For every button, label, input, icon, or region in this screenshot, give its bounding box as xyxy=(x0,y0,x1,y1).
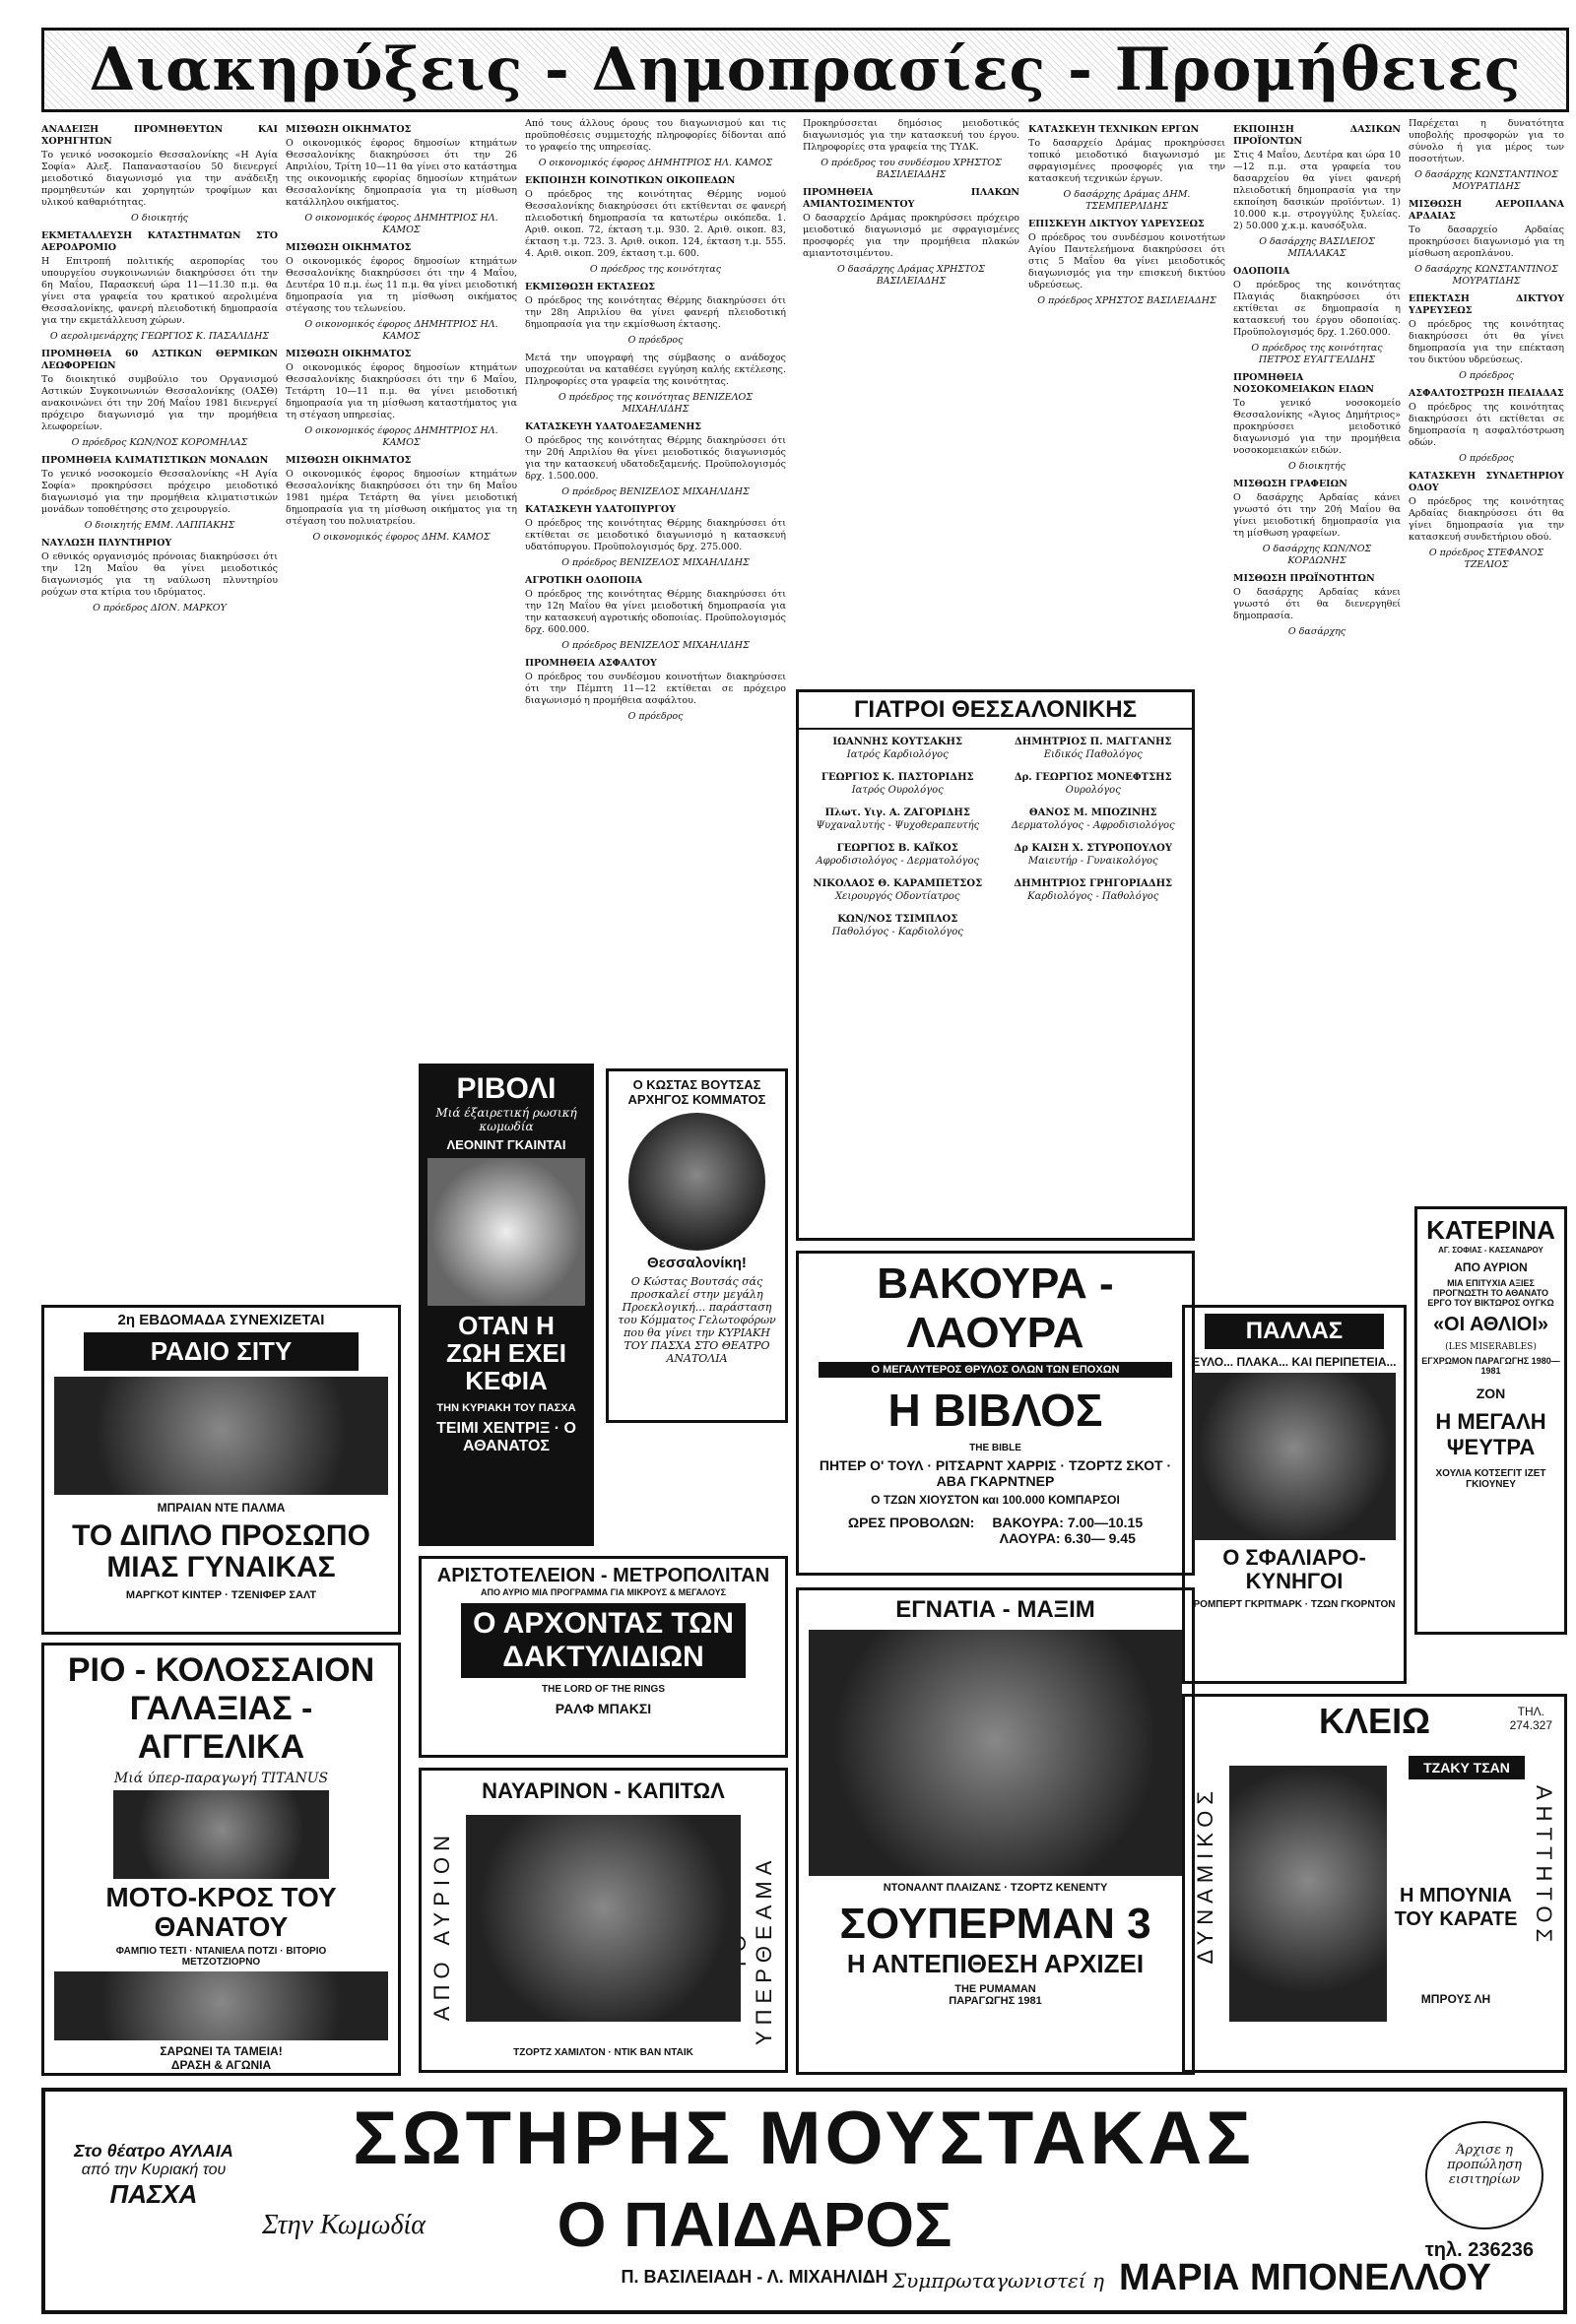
notice-heading: ΠΡΟΜΗΘΕΙΑ 60 ΑΣΤΙΚΩΝ ΘΕΡΜΙΚΩΝ ΛΕΩΦΟΡΕΙΩΝ xyxy=(41,349,278,371)
ad-katerina-sec2: Η ΜΕΓΑΛΗ ΨΕΥΤΡΑ xyxy=(1435,1409,1546,1459)
notice-heading: ΕΚΜΙΣΘΩΣΗ ΕΚΤΑΣΕΩΣ xyxy=(525,282,655,292)
notice-body: Ο εθνικός οργανισμός πρόνοιας διακηρύσσει ότι την 12η Μαΐου θα γίνει μειοδοτικός διαγωνισμός για τη ναύλωση πλυντηρίου ρούχων στα κτίρια του ιδρύματος. xyxy=(41,551,278,598)
column-7 xyxy=(1233,118,1401,1251)
notice-body: Ο οικονομικός έφορος δημοσίων κτημάτων Θεσσαλονίκης διακηρύσσει ότι την 6 Μαΐου, Τετάρτη 10—11 π.μ. θα γίνει μειοδοτική δημοπρασία για τη μίσθωση καταστήματος για τη στέγαση υπηρεσίας. xyxy=(286,362,517,420)
notice-signature: Ο διοικητής xyxy=(131,213,188,224)
ad-moustakas-name: ΣΩΤΗΡΗΣ ΜΟΥΣΤΑΚΑΣ xyxy=(353,2097,1255,2180)
ad-vakoura-h1 xyxy=(992,1515,1143,1546)
notice-signature: Ο αερολιμενάρχης ΓΕΩΡΓΙΟΣ Κ. ΠΑΣΑΛΙΔΗΣ xyxy=(49,331,270,342)
notice-signature: Ο διοικητής xyxy=(1288,461,1346,472)
ad-pallas-cinema: ΠΑΛΛΑΣ xyxy=(1205,1314,1384,1349)
notice-heading: ΠΡΟΜΗΘΕΙΑ ΚΛΙΜΑΤΙΣΤΙΚΩΝ ΜΟΝΑΔΩΝ xyxy=(41,455,269,466)
ad-aristo-eng: THE LORD OF THE RINGS xyxy=(542,1684,665,1695)
notice-body: Το γενικό νοσοκομείο Θεσσαλονίκης «Η Αγία Σοφία» Αλεξ. Παπαναστασίου 50 διενεργεί μειοδοτικό διαγωνισμό για την ανάδειξη προμηθευτών και χορηγητών τροφίμων και υλικού καθαριότητας. xyxy=(41,150,278,208)
notice-heading: ΕΚΠΟΙΗΣΗ ΚΟΙΝΟΤΙΚΩΝ ΟΙΚΟΠΕΔΩΝ xyxy=(525,175,736,186)
ad-radio-title: ΤΟ ΔΙΠΛΟ ΠΡΟΣΩΠΟ ΜΙΑΣ ΓΥΝΑΙΚΑΣ xyxy=(72,1519,370,1583)
ad-egnatia-cinema: ΕΓΝΑΤΙΑ - ΜΑΞΙΜ xyxy=(895,1596,1095,1623)
notice-heading: ΟΔΟΠΟΙΙΑ xyxy=(1233,266,1290,277)
ad-rivoli xyxy=(419,1064,594,1546)
ad-pallas-cast: ΡΟΜΠΕΡΤ ΓΚΡΙΤΜΑΡΚ · ΤΖΩΝ ΓΚΟΡΝΤΟΝ xyxy=(1193,1599,1396,1610)
notice-body: Ο πρόεδρος της κοινότητας Θέρμης διακηρύσσει ότι την 20ή Απριλίου θα γίνει μειοδοτικός διαγωνισμός για την κατασκευή υδατοδεξαμενής. Προϋπολογισμός δρχ. 1.500.000. xyxy=(525,435,786,482)
ad-kleio-star: ΤΖΑΚΥ ΤΣΑΝ xyxy=(1409,1756,1525,1779)
ad-aristo-sub: ΑΠΟ ΑΥΡΙΟ ΜΙΑ ΠΡΟΓΡΑΜΜΑ ΓΙΑ ΜΙΚΡΟΥΣ & ΜΕΓΑΛΟΥΣ xyxy=(480,1587,726,1597)
ad-pallas xyxy=(1182,1305,1407,1684)
notice-body: Ο πρόεδρος της κοινότητας Πλαγιάς διακηρύσσει ότι εκτίθεται σε δημοπρασία η κατασκευή του έργου οδοποιίας. Προϋπολογισμός δρχ. 1.260.000. xyxy=(1233,280,1401,338)
column-6-display xyxy=(1028,118,1225,670)
ad-vakoura-sub: Ο ΜΕΓΑΛΥΤΕΡΟΣ ΘΡΥΛΟΣ ΟΛΩΝ ΤΩΝ ΕΠΟΧΩΝ xyxy=(819,1362,1172,1378)
notice-body: Ο δασάρχης Αρδαίας κάνει γνωστό ότι την 20ή Μαΐου θα γίνει μειοδοτική δημοπρασία για τη μίσθωση γραφείων. xyxy=(1233,492,1401,539)
ad-moustakas-presale: Άρχισε η προπώληση εισιτηρίων xyxy=(1425,2121,1543,2229)
ad-aristo-cinema: ΑΡΙΣΤΟΤΕΛΕΙΟΝ - ΜΕΤΡΟΠΟΛΙΤΑΝ xyxy=(436,1565,770,1586)
doctor-name: ΔΗΜΗΤΡΙΟΣ ΓΡΗΓΟΡΙΑΔΗΣ xyxy=(1014,878,1173,889)
notice-heading: ΑΓΡΟΤΙΚΗ ΟΔΟΠΟΙΙΑ xyxy=(525,575,643,586)
ad-katerina-eng: (LES MISERABLES) xyxy=(1445,1342,1537,1352)
ad-kleio-right: ΑΗΤΤΗΤΟΣ xyxy=(1532,1785,1556,1949)
ad-aristo-credit: ΡΑΛΦ ΜΠΑΚΣΙ xyxy=(555,1701,652,1716)
ad-kleio-photo xyxy=(1229,1766,1387,2022)
ad-vakoura-cast: ΠΗΤΕΡ Ο' ΤΟΥΛ · ΡΙΤΣΑΡΝΤ ΧΑΡΡΙΣ · ΤΖΟΡΤΖ ΣΚΟΤ · ΑΒΑ ΓΚΑΡΝΤΝΕΡ xyxy=(819,1457,1172,1489)
ad-egnatia-photo xyxy=(809,1630,1182,1876)
notice-heading: ΚΑΤΑΣΚΕΥΗ ΥΔΑΤΟΠΥΡΓΟΥ xyxy=(525,504,676,515)
doctor-name: ΘΑΝΟΣ Μ. ΜΠΟΖΙΝΗΣ xyxy=(1028,807,1157,818)
ad-rivoli-actor: ΛΕΟΝΙΝΤ ΓΚΑΙΝΤΑΙ xyxy=(446,1137,566,1152)
doctor-entry xyxy=(805,877,991,903)
ad-katerina-cinema: ΚΑΤΕΡΙΝΑ xyxy=(1426,1215,1555,1245)
notice-heading: ΠΡΟΜΗΘΕΙΑ ΝΟΣΟΚΟΜΕΙΑΚΩΝ ΕΙΔΩΝ xyxy=(1233,372,1374,395)
doctor-name: Δρ. ΓΕΩΡΓΙΟΣ ΜΟΝΕΦΤΣΗΣ xyxy=(1014,772,1172,783)
notice-body: Παρέχεται η δυνατότητα υποβολής προσφορών για το σύνολο ή για μέρος των ποσοτήτων. xyxy=(1409,118,1564,164)
ad-kleio-sub: ΜΠΡΟΥΣ ΛΗ xyxy=(1420,1992,1491,2006)
ad-rio-photo xyxy=(113,1790,329,1879)
notice-heading: ΜΙΣΘΩΣΗ ΠΡΩΪΝΟΤΗΤΩΝ xyxy=(1233,573,1375,584)
ad-kleio-tel-number: 274.327 xyxy=(1509,1718,1552,1732)
ad-kleio-tel xyxy=(1510,1705,1552,1732)
notice-heading: ΜΙΣΘΩΣΗ ΟΙΚΗΜΑΤΟΣ xyxy=(286,124,412,135)
notice-body: Ο πρόεδρος της κοινότητας Θέρμης διακηρύσσει ότι την 12η Μαΐου θα γίνει μειοδοτική δημοπρασία για την κατασκευή αγροτικής οδοποιίας. Προϋπολογισμός δρχ. 600.000. xyxy=(525,589,786,635)
notice-body: Ο πρόεδρος της κοινότητας διακηρύσσει ότι θα γίνει δημοπρασία για την επέκταση του δικτύου υδρεύσεως. xyxy=(1409,319,1564,365)
notice-signature: Ο οικονομικός έφορος ΔΗΜΗΤΡΙΟΣ ΗΛ. ΚΑΜΟΣ xyxy=(304,319,498,342)
notice-heading: ΚΑΤΑΣΚΕΥΗ ΤΕΧΝΙΚΩΝ ΕΡΓΩΝ xyxy=(1028,124,1200,135)
doctor-entry xyxy=(1001,842,1187,868)
ad-nav-left: ΑΠΟ ΑΥΡΙΟΝ xyxy=(429,1830,454,2022)
ad-voutsas-photo xyxy=(628,1113,765,1251)
column-8 xyxy=(1409,118,1564,1182)
notice-heading: ΑΝΑΔΕΙΞΗ ΠΡΟΜΗΘΕΥΤΩΝ ΚΑΙ ΧΟΡΗΓΗΤΩΝ xyxy=(41,124,278,147)
ad-pallas-title: Ο ΣΦΑΛΙΑΡΟ-ΚΥΝΗΓΟΙ xyxy=(1222,1545,1366,1593)
notice-signature: Ο πρόεδρος ΚΩΝ/ΝΟΣ ΚΟΡΟΜΗΛΑΣ xyxy=(71,437,248,448)
doctor-entry xyxy=(1001,877,1187,903)
ad-moustakas-co: ΜΑΡΙΑ ΜΠΟΝΕΛΛΟΥ xyxy=(1119,2257,1491,2298)
notice-body: Το γενικό νοσοκομείο Θεσσαλονίκης «Η Αγία Σοφία» προκηρύσσει πρόχειρο μειοδοτικό διαγωνισμό για την προμήθεια κλιματιστικών μονάδων τοποθέτησης στο χειρουργείο. xyxy=(41,469,278,515)
ad-vakoura xyxy=(796,1251,1195,1576)
notice-signature: Ο πρόεδρος ΒΕΝΙΖΕΛΟΣ ΜΙΧΑΗΛΙΔΗΣ xyxy=(561,486,750,497)
ad-moustakas-with: Συμπρωταγωνιστεί η xyxy=(892,2269,1104,2292)
notice-heading: ΜΙΣΘΩΣΗ ΟΙΚΗΜΑΤΟΣ xyxy=(286,242,412,253)
ad-rio-foot: ΣΑΡΩΝΕΙ ΤΑ ΤΑΜΕΙΑ! xyxy=(160,2044,283,2058)
ad-kleio-tel-label: ΤΗΛ. xyxy=(1517,1705,1544,1718)
ad-radio-tag: ΜΠΡΑΙΑΝ ΝΤΕ ΠΑΛΜΑ xyxy=(157,1501,286,1515)
ad-vakoura-cinema: ΒΑΚΟΥΡΑ - ΛΑΟΥΡΑ xyxy=(877,1259,1114,1357)
ad-radio-top: 2η ΕΒΔΟΜΑΔΑ ΣΥΝΕΧΙΖΕΤΑΙ xyxy=(117,1312,325,1328)
ad-pallas-photo xyxy=(1193,1373,1396,1540)
ad-rivoli-extra: ΤΗΝ ΚΥΡΙΑΚΗ ΤΟΥ ΠΑΣΧΑ xyxy=(436,1402,576,1414)
ad-vakoura-h2-text: ΛΑΟΥΡΑ: 6.30— 9.45 xyxy=(999,1530,1136,1546)
ad-egnatia-foot: ΠΑΡΑΓΩΓΗΣ 1981 xyxy=(949,1995,1042,2007)
notice-signature: Ο διοικητής ΕΜΜ. ΛΑΠΠΑΚΗΣ xyxy=(84,520,235,531)
ad-aristoteleion xyxy=(419,1556,788,1758)
ad-aristo-title: Ο ΑΡΧΟΝΤΑΣ ΤΩΝ ΔΑΚΤΥΛΙΔΙΩΝ xyxy=(461,1603,746,1678)
doctors-header: ΓΙΑΤΡΟΙ ΘΕΣΣΑΛΟΝΙΚΗΣ xyxy=(799,692,1192,730)
notice-body: Προκηρύσσεται δημόσιος μειοδοτικός διαγωνισμός για την κατασκευή του έργου. Πληροφορίες στα γραφεία της ΤΥΔΚ. xyxy=(803,118,1019,153)
ad-nav-photo xyxy=(466,1815,741,2022)
ad-nav-credit: ΤΖΟΡΤΖ ΧΑΜΙΛΤΟΝ · ΝΤΙΚ ΒΑΝ ΝΤΑΙΚ xyxy=(513,2047,693,2058)
notice-heading: ΕΠΙΣΚΕΥΗ ΔΙΚΤΥΟΥ ΥΔΡΕΥΣΕΩΣ xyxy=(1028,219,1205,229)
ad-radio-photo xyxy=(54,1377,388,1495)
ad-katerina-title: «ΟΙ ΑΘΛΙΟΙ» xyxy=(1432,1314,1549,1335)
ad-rivoli-photo xyxy=(427,1158,585,1306)
ad-moustakas-tel: τηλ. 236236 xyxy=(1424,2239,1534,2261)
notice-signature: Ο δασάρχης ΚΩΝ/ΝΟΣ ΚΟΡΔΩΝΗΣ xyxy=(1262,544,1372,566)
ad-rivoli-sub: Μιά έξαιρετική ρωσική κωμωδία xyxy=(435,1106,577,1133)
ad-kleio-left: ΔΥΝΑΜΙΚΟΣ xyxy=(1193,1785,1217,1965)
doctor-entry xyxy=(805,842,991,868)
doctor-specialty: Ουρολόγος xyxy=(1065,785,1121,796)
column-5-display xyxy=(803,118,1019,768)
notice-signature: Ο δασάρχης ΒΑΣΙΛΕΙΟΣ ΜΠΑΛΑΚΑΣ xyxy=(1259,236,1375,259)
notice-heading: ΜΙΣΘΩΣΗ ΟΙΚΗΜΑΤΟΣ xyxy=(286,349,412,359)
notice-heading: ΜΙΣΘΩΣΗ ΓΡΑΦΕΙΩΝ xyxy=(1233,479,1347,489)
ad-rio-cast: ΦΑΜΠΙΟ ΤΕΣΤΙ · ΝΤΑΝΙΕΛΑ ΠΟΤΖΙ · ΒΙΤΟΡΙΟ ΜΕΤΖΟΤΖΙΟΡΝΟ xyxy=(115,1946,327,1968)
notice-body: Το δασαρχείο Αρδαίας προκηρύσσει διαγωνισμό για τη μίσθωση αεροπλάνου. xyxy=(1409,225,1564,259)
ad-kleio-cinema: ΚΛΕΙΩ xyxy=(1319,1701,1430,1741)
doctor-entry xyxy=(805,771,991,797)
ad-rivoli-extra2: ΤΕΙΜΙ ΧΕΝΤΡΙΞ · Ο ΑΘΑΝΑΤΟΣ xyxy=(436,1420,576,1454)
notice-body: Ο πρόεδρος της κοινότητας Θέρμης διακηρύσσει ότι εκτίθεται σε μειοδοτικό διαγωνισμό η κατασκευή υδατόπυργου. Προϋπολογισμός δρχ. 275.000. xyxy=(525,518,786,552)
doctor-name: ΝΙΚΟΛΑΟΣ Θ. ΚΑΡΑΜΠΕΤΣΟΣ xyxy=(813,878,983,889)
notice-body: Από τους άλλους όρους του διαγωνισμού και τις προϋποθέσεις συμμετοχής πληροφορίες δίδονται από το γραφείο της υπηρεσίας. xyxy=(525,118,786,153)
ad-kleio-title: Η ΜΠΟΥΝΙΑ ΤΟΥ ΚΑΡΑΤΕ xyxy=(1394,1885,1518,1930)
ad-moustakas xyxy=(41,2088,1567,2314)
ad-nav-cinema: ΝΑΥΑΡΙΝΟΝ - ΚΑΠΙΤΩΛ xyxy=(482,1778,725,1803)
doctor-entry xyxy=(1001,807,1187,832)
ad-radio-cinema: ΡΑΔΙΟ ΣΙΤΥ xyxy=(84,1332,359,1371)
notice-signature: Ο πρόεδρος xyxy=(627,335,684,346)
notice-heading: ΚΑΤΑΣΚΕΥΗ ΣΥΝΔΕΤΗΡΙΟΥ ΟΔΟΥ xyxy=(1409,471,1564,493)
doctor-entry xyxy=(805,807,991,832)
doctor-name: ΚΩΝ/ΝΟΣ ΤΣΙΜΠΛΟΣ xyxy=(837,914,958,925)
ad-moustakas-left3: ΠΑΣΧΑ xyxy=(109,2179,198,2209)
doctor-specialty: Δερματολόγος - Αφροδισιολόγος xyxy=(1011,820,1175,831)
ad-radio-cast: ΜΑΡΓΚΟΤ ΚΙΝΤΕΡ · ΤΖΕΝΙΦΕΡ ΣΑΛΤ xyxy=(125,1589,317,1601)
ad-pallas-tag: ΞΥΛΟ... ΠΛΑΚΑ... ΚΑΙ ΠΕΡΙΠΕΤΕΙΑ... xyxy=(1192,1355,1397,1369)
notice-body: Ο πρόεδρος της κοινότητας Θέρμης διακηρύσσει ότι την 28η Απριλίου θα γίνει φανερή πλειοδοτική δημοπρασία για την εκμίσθωση έκτασης. xyxy=(525,295,786,330)
notice-heading: ΠΡΟΜΗΘΕΙΑ ΑΣΦΑΛΤΟΥ xyxy=(525,658,657,669)
ad-rio-line2: ΓΑΛΑΞΙΑΣ - ΑΓΓΕΛΙΚΑ xyxy=(129,1690,313,1766)
doctor-specialty: Καρδιολόγος - Παθολόγος xyxy=(1027,891,1159,902)
ad-moustakas-left xyxy=(65,2141,242,2210)
column-1 xyxy=(41,118,278,1295)
notice-body: Ο πρόεδρος της κοινότητας Θέρμης νομού Θεσσαλονίκης διακηρύσσει ότι εκτίθενται σε φανερή πλειοδοτική δημοπρασία τα κατωτέρω οικόπεδα. 1. Αριθ. οικοπ. 72, έκταση τ.μ. 930. 2. Αριθ. οικοπ. 83, έκταση τ.μ. 723. 3. Αριθ. οικοπ. 124, έκταση τ.μ. 555. 4. Αριθ. οικοπ. 209, έκταση τ.μ. 600. xyxy=(525,189,786,259)
doctor-specialty: Χειρουργός Οδοντίατρος xyxy=(834,891,960,902)
notice-body: Ο πρόεδρος της κοινότητας Αρδαίας διακηρύσσει ότι θα γίνει δημοπρασία για την κατασκευή συνδετήριου οδού. xyxy=(1409,496,1564,543)
notice-signature: Ο οικονομικός έφορος ΔΗΜΗΤΡΙΟΣ ΗΛ. ΚΑΜΟΣ xyxy=(538,158,773,168)
notice-heading: ΑΣΦΑΛΤΟΣΤΡΩΣΗ ΠΕΔΙΑΔΑΣ xyxy=(1409,388,1564,399)
ad-vakoura-extra: Ο ΤΖΩΝ ΧΙΟΥΣΤΟΝ και 100.000 ΚΟΜΠΑΡΣΟΙ xyxy=(871,1493,1120,1507)
notice-heading: ΜΙΣΘΩΣΗ ΑΕΡΟΠΛΑΝΑ ΑΡΔΑΙΑΣ xyxy=(1409,199,1564,222)
ad-vakoura-hours-label: ΩΡΕΣ ΠΡΟΒΟΛΩΝ: xyxy=(847,1515,975,1530)
notice-body: Ο πρόεδρος του συνδέσμου κοινοτήτων διακηρύσσει ότι την Πέμπτη 11—12 εκτίθεται σε πρόχειρο διαγωνισμό η προμήθεια ασφάλτου. xyxy=(525,672,786,706)
notice-heading: ΝΑΥΛΩΣΗ ΠΛΥΝΤΗΡΙΟΥ xyxy=(41,538,172,549)
ad-moustakas-left2: από την Κυριακή του xyxy=(81,2162,227,2178)
ad-voutsas-greet: Θεσσαλονίκη! xyxy=(647,1255,747,1271)
ad-egnatia xyxy=(796,1587,1195,2075)
ad-egnatia-actors: ΝΤΟΝΑΛΝΤ ΠΛΑΙΖΑΝΣ · ΤΖΟΡΤΖ ΚΕΝΕΝΤΥ xyxy=(883,1882,1108,1894)
notice-signature: Ο δασάρχης Δράμας ΧΡΗΣΤΟΣ ΒΑΣΙΛΕΙΑΔΗΣ xyxy=(836,264,985,287)
notice-heading: ΕΚΜΕΤΑΛΛΕΥΣΗ ΚΑΤΑΣΤΗΜΑΤΩΝ ΣΤΟ ΑΕΡΟΔΡΟΜΙΟ xyxy=(41,230,278,253)
ad-egnatia-title: ΣΟΥΠΕΡΜΑΝ 3 xyxy=(839,1900,1151,1948)
doctor-entry xyxy=(805,913,991,938)
column-3b xyxy=(525,118,786,1054)
doctor-entry xyxy=(1001,736,1187,761)
ad-katerina-prod: ΕΓΧΡΩΜΟΝ ΠΑΡΑΓΩΓΗΣ 1980—1981 xyxy=(1421,1356,1560,1376)
masthead-title: Διακηρύξεις - Δημοπρασίες - Προμήθειες xyxy=(89,35,1522,104)
doctor-entry xyxy=(805,736,991,761)
ad-navarinon xyxy=(419,1768,788,2073)
notice-signature: Ο πρόεδρος xyxy=(627,711,684,722)
ad-voutsas xyxy=(606,1068,788,1423)
ad-rio-kolossaion xyxy=(41,1643,401,2076)
doctor-specialty: Μαιευτήρ - Γυναικολόγος xyxy=(1027,856,1158,867)
notice-body: Ο πρόεδρος του συνδέσμου κοινοτήτων Αγίου Παντελεήμονα διακηρύσσει ότι στις 5 Μαΐου θα γίνει μειοδοτικός διαγωνισμός για την επισκευή δικτύου υδρεύσεως. xyxy=(1028,232,1225,290)
ad-nav-right: ΥΠΕΡΘΕΑΜΑ xyxy=(752,1854,776,2045)
ad-vakoura-hours xyxy=(799,1515,1192,1546)
doctor-specialty: Αφροδισιολόγος - Δερματολόγος xyxy=(816,856,980,867)
notice-heading: ΕΚΠΟΙΗΣΗ ΔΑΣΙΚΩΝ ΠΡΟΪΟΝΤΩΝ xyxy=(1233,124,1401,147)
notice-signature: Ο δασάρχης ΚΩΝΣΤΑΝΤΙΝΟΣ ΜΟΥΡΑΤΙΔΗΣ xyxy=(1414,169,1558,192)
notice-body: Ο πρόεδρος της κοινότητας διακηρύσσει ότι εκτίθεται σε δημοπρασία η ασφαλτόστρωση οδών. xyxy=(1409,402,1564,448)
notice-signature: Ο πρόεδρος της κοινότητας xyxy=(589,264,722,275)
ad-kleio xyxy=(1182,1694,1567,2073)
doctors-directory xyxy=(796,689,1195,1241)
ad-rio-photo2 xyxy=(54,1971,388,2040)
notice-body: Ο οικονομικός έφορος δημοσίων κτημάτων Θεσσαλονίκης διακηρύσσει ότι την 4 Μαΐου, Δευτέρα 10 π.μ. έως 11 π.μ. θα γίνει μειοδοτική δημοπρασία για τη μίσθωση οικήματος στέγασης του τελωνείου. xyxy=(286,256,517,314)
notice-heading: ΠΡΟΜΗΘΕΙΑ ΠΛΑΚΩΝ ΑΜΙΑΝΤΟΣΙΜΕΝΤΟΥ xyxy=(803,187,1019,210)
notice-body: Το διοικητικό συμβούλιο του Οργανισμού Αστικών Συγκοινωνιών Θεσσαλονίκης (ΟΑΣΘ) ανακοινώνει ότι την 20ή Μαΐου 1981 διενεργεί πρόχειρο διαγωνισμό για την προμήθεια λεωφορείων. xyxy=(41,374,278,432)
ad-katerina-line1: ΜΙΑ ΕΠΙΤΥΧΙΑ ΑΞΙΕΣ ΠΡΟΓΝΩΣΤΗ ΤΟ ΑΘΑΝΑΤΟ ΕΡΓΟ ΤΟΥ ΒΙΚΤΩΡΟΣ ΟΥΓΚΩ xyxy=(1427,1278,1554,1308)
ad-katerina-sec: ΖΟΝ xyxy=(1476,1386,1506,1401)
notice-signature: Ο πρόεδρος ΒΕΝΙΖΕΛΟΣ ΜΙΧΑΗΛΙΔΗΣ xyxy=(561,640,750,651)
ad-moustakas-genre: Στην Κωμωδία xyxy=(262,2210,426,2240)
notice-body: Το δασαρχείο Δράμας προκηρύσσει τοπικό μειοδοτικό διαγωνισμό με σφραγισμένες προσφορές για την κατασκευή τεχνικών έργων. xyxy=(1028,138,1225,184)
ad-egnatia-eng: THE PUMAMAN xyxy=(954,1983,1036,1995)
ad-moustakas-left1: Στο θέατρο ΑΥΛΑΙΑ xyxy=(74,2141,233,2161)
ad-rio-line1: ΡΙΟ - ΚΟΛΟΣΣΑΙΟΝ xyxy=(67,1651,375,1689)
ad-rio-foot2: ΔΡΑΣΗ & ΑΓΩΝΙΑ xyxy=(170,2058,272,2072)
notice-body: Ο δασαρχείο Δράμας προκηρύσσει πρόχειρο μειοδοτικό διαγωνισμό με σφραγισμένες προσφορές για την προμήθεια πλακών αμιαντοτσιμέντου. xyxy=(803,213,1019,259)
ad-moustakas-authors: Π. ΒΑΣΙΛΕΙΑΔΗ - Λ. ΜΙΧΑΗΛΙΔΗ xyxy=(621,2267,888,2287)
ad-radio-city xyxy=(41,1305,401,1635)
notice-signature: Ο πρόεδρος ΔΙΟΝ. ΜΑΡΚΟΥ xyxy=(93,603,227,613)
ad-vakoura-h1-text: ΒΑΚΟΥΡΑ: 7.00—10.15 xyxy=(992,1515,1144,1530)
ad-katerina-addr: ΑΓ. ΣΟΦΙΑΣ - ΚΑΣΣΑΝΔΡΟΥ xyxy=(1438,1246,1543,1255)
doctors-list xyxy=(799,730,1192,944)
notice-body: Ο οικονομικός έφορος δημοσίων κτημάτων Θεσσαλονίκης διακηρύσσει ότι την 26 Απριλίου, Τρίτη 10—11 θα γίνει στο κατάστημα της οικονομικής εφορίας δημοσίων κτημάτων Θεσσαλονίκης δημοπρασία για τη μίσθωση κατάλληλου οικήματος. xyxy=(286,138,517,208)
ad-egnatia-sub: Η ΑΝΤΕΠΙΘΕΣΗ ΑΡΧΙΖΕΙ xyxy=(846,1949,1145,1978)
notice-signature: Ο πρόεδρος xyxy=(1459,453,1514,464)
ad-rio-sub: Μιά ύπερ-παραγωγή ΤΙΤΑΝUS xyxy=(113,1771,329,1786)
doctor-specialty: Ιατρός Ουρολόγος xyxy=(851,785,944,796)
doctor-entry xyxy=(1001,771,1187,797)
notice-body: Ο δασάρχης Αρδαίας κάνει γνωστό ότι θα διενεργηθεί δημοπρασία. xyxy=(1233,587,1401,621)
notice-signature: Ο δασάρχης Δράμας ΔΗΜ. ΤΣΕΜΠΕΡΛΙΔΗΣ xyxy=(1063,189,1191,212)
ad-vakoura-title: Η ΒΙΒΛΟΣ xyxy=(887,1385,1103,1436)
ad-rivoli-cinema: ΡΙΒΟΛΙ xyxy=(456,1072,557,1105)
doctor-specialty: Ειδικός Παθολόγος xyxy=(1043,749,1143,760)
ad-katerina-from: ΑΠΟ ΑΥΡΙΟΝ xyxy=(1454,1260,1528,1274)
doctor-name: Δρ ΚΑΙΣΗ Χ. ΣΤΥΡΟΠΟΥΛΟΥ xyxy=(1014,843,1173,854)
ad-katerina xyxy=(1414,1206,1567,1635)
notice-signature: Ο οικονομικός έφορος ΔΗΜΗΤΡΙΟΣ ΗΛ. ΚΑΜΟΣ xyxy=(304,425,498,448)
notice-body: Το γενικό νοσοκομείο Θεσσαλονίκης «Άγιος Δημήτριος» προκηρύσσει μειοδοτικό διαγωνισμό για την προμήθεια νοσοκομειακών ειδών. xyxy=(1233,398,1401,456)
notice-signature: Ο δασάρχης ΚΩΝΣΤΑΝΤΙΝΟΣ ΜΟΥΡΑΤΙΔΗΣ xyxy=(1414,264,1558,287)
notice-signature: Ο οικονομικός έφορος ΔΗΜΗΤΡΙΟΣ ΗΛ. ΚΑΜΟΣ xyxy=(304,213,498,235)
notice-heading: ΜΙΣΘΩΣΗ ΟΙΚΗΜΑΤΟΣ xyxy=(286,455,412,466)
ad-rivoli-title: ΟΤΑΝ Η ΖΩΗ ΕΧΕΙ ΚΕΦΙΑ xyxy=(446,1311,566,1395)
doctor-specialty: Παθολόγος - Καρδιολόγος xyxy=(831,927,963,937)
ad-vakoura-eng: THE BIBLE xyxy=(969,1443,1021,1453)
notice-signature: Ο οικονομικός έφορος ΔΗΜ. ΚΑΜΟΣ xyxy=(312,532,491,543)
ad-rio-title: ΜΟΤΟ-ΚΡΟΣ ΤΟΥ ΘΑΝΑΤΟΥ xyxy=(105,1882,337,1942)
ad-katerina-sec3: ΧΟΥΛΙΑ ΚΟΤΣΕΓΙΤ ΙΖΕΤ ΓΚΙΟΥΝΕΥ xyxy=(1435,1468,1546,1490)
ad-moustakas-title: Ο ΠΑΙΔΑΡΟΣ xyxy=(557,2189,952,2260)
notice-body: Η Επιτροπή πολιτικής αεροπορίας του υπουργείου συγκοινωνιών διακηρύσσει ότι την 6η Μαΐου, Παρασκευή ώρα 11—11.30 π.μ. θα γίνει στα γραφεία του κρατικού αερολιμένα Θεσσαλονίκης, φανερή πλειοδοτική δημοπρασία για την εκμετάλλευση χώρων. xyxy=(41,256,278,326)
notice-signature: Ο πρόεδρος xyxy=(1459,370,1514,381)
notice-signature: Ο δασάρχης xyxy=(1287,626,1346,637)
ad-voutsas-body: Ο Κώστας Βουτσάς σάς προσκαλεί στην μεγάλη Προεκλογική... παράσταση του Κόμματος Γελωτοφόρων που θα γίνει την ΚΥΡΙΑΚΗ ΤΟΥ ΠΑΣΧΑ ΣΤΟ ΘΕΑΤΡΟ ΑΝΑΤΟΛΙΑ xyxy=(618,1275,776,1365)
doctor-specialty: Ψυχαναλυτής - Ψυχοθεραπευτής xyxy=(816,820,980,831)
doctor-name: ΓΕΩΡΓΙΟΣ Β. ΚΑΪΚΟΣ xyxy=(836,843,958,854)
notice-signature: Ο πρόεδρος ΣΤΕΦΑΝΟΣ ΤΖΕΛΙΟΣ xyxy=(1428,548,1544,570)
notice-signature: Ο πρόεδρος της κοινότητας ΒΕΝΙΖΕΛΟΣ ΜΙΧΑΗΛΙΔΗΣ xyxy=(558,392,754,415)
masthead xyxy=(41,28,1569,112)
notice-heading: ΚΑΤΑΣΚΕΥΗ ΥΔΑΤΟΔΕΞΑΜΕΝΗΣ xyxy=(525,421,702,432)
doctor-name: Πλωτ. Υιγ. Α. ΖΑΓΟΡΙΔΗΣ xyxy=(824,807,970,818)
ad-voutsas-title: Ο ΚΩΣΤΑΣ ΒΟΥΤΣΑΣ ΑΡΧΗΓΟΣ ΚΟΜΜΑΤΟΣ xyxy=(627,1077,766,1107)
notice-body: Στις 4 Μαΐου, Δευτέρα και ώρα 10—12 π.μ. στα γραφεία του δασαρχείου θα γίνει φανερή πλειοδοτική δημοπρασία για την εκποίηση δασικών προϊόντων. 1) 10.000 κ.μ. στρογγύλης ξυλείας. 2) 50.000 χ.κ.μ. καυσόξυλα. xyxy=(1233,150,1401,231)
notice-signature: Ο πρόεδρος της κοινότητας ΠΕΤΡΟΣ ΕΥΑΓΓΕΛΙΔΗΣ xyxy=(1251,343,1383,365)
notice-signature: Ο πρόεδρος ΧΡΗΣΤΟΣ ΒΑΣΙΛΕΙΑΔΗΣ xyxy=(1037,295,1216,306)
doctor-name: ΙΩΑΝΝΗΣ ΚΟΥΤΣΑΚΗΣ xyxy=(832,737,963,747)
notice-signature: Ο πρόεδρος του συνδέσμου ΧΡΗΣΤΟΣ ΒΑΣΙΛΕΙΑΔΗΣ xyxy=(821,158,1002,180)
doctor-specialty: Ιατρός Καρδιολόγος xyxy=(846,749,949,760)
doctor-name: ΓΕΩΡΓΙΟΣ Κ. ΠΑΣΤΟΡΙΔΗΣ xyxy=(821,772,974,783)
doctor-name: ΔΗΜΗΤΡΙΟΣ Π. ΜΑΓΓΑΝΗΣ xyxy=(1015,737,1172,747)
notice-body: Μετά την υπογραφή της σύμβασης ο ανάδοχος υποχρεούται να καταθέσει εγγύηση καλής εκτέλεσης. Πληροφορίες στα γραφεία της κοινότητας. xyxy=(525,353,786,387)
notice-heading: ΕΠΕΚΤΑΣΗ ΔΙΚΤΥΟΥ ΥΔΡΕΥΣΕΩΣ xyxy=(1409,293,1564,316)
notice-signature: Ο πρόεδρος ΒΕΝΙΖΕΛΟΣ ΜΙΧΑΗΛΙΔΗΣ xyxy=(561,557,750,568)
notice-body: Ο οικονομικός έφορος δημοσίων κτημάτων Θεσσαλονίκης διακηρύσσει ότι την 6η Μαΐου 1981 ημέρα Τετάρτη θα γίνει μειοδοτική δημοπρασία για τη μίσθωση οικήματος για τη στέγαση του πολυιατρείου. xyxy=(286,469,517,527)
